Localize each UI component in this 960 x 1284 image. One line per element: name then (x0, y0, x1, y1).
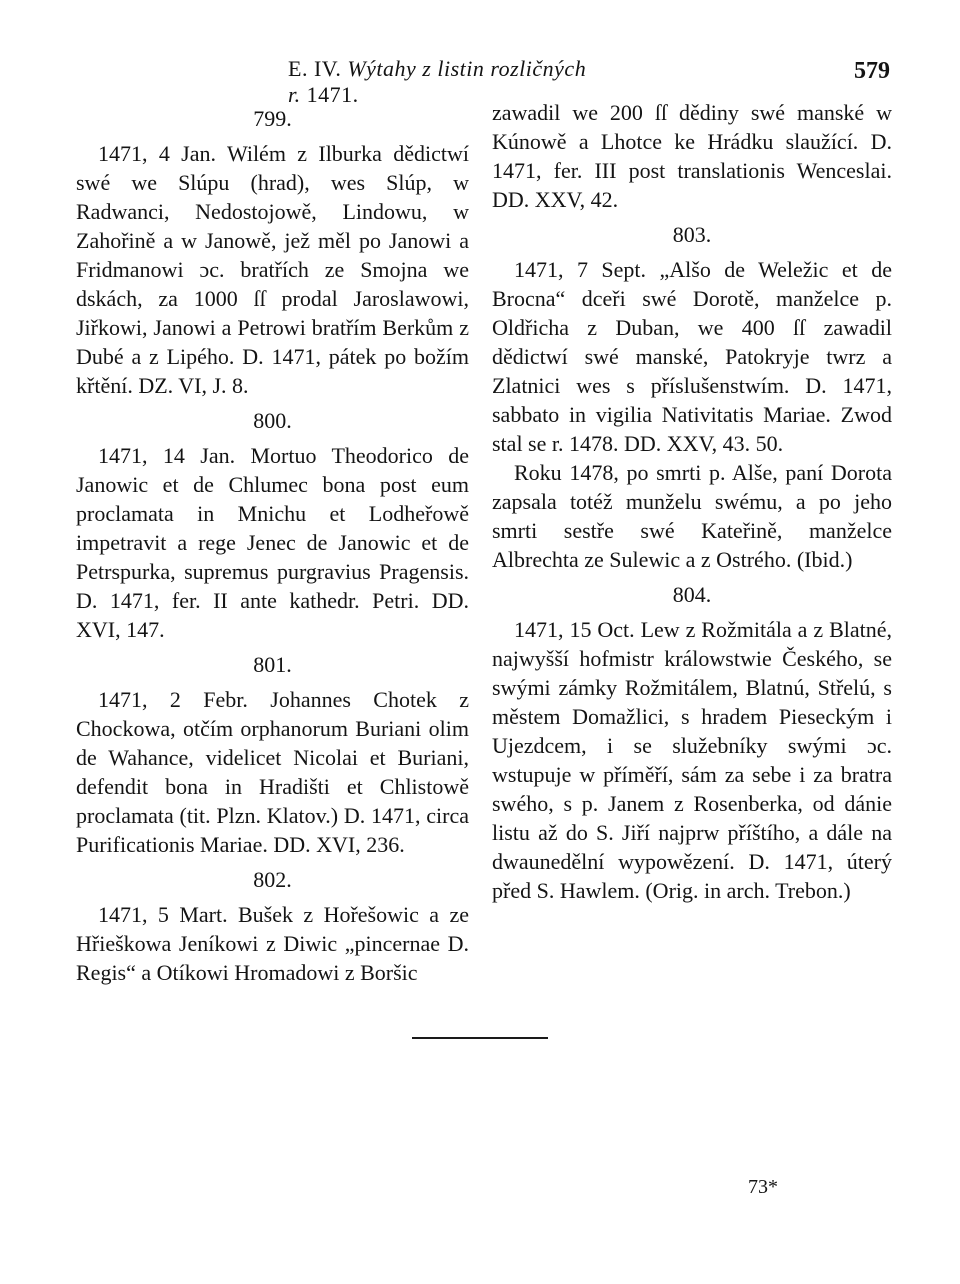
signature-mark: 73* (748, 1176, 778, 1198)
entry-text-802-continuation: zawadil we 200 ſſ dědiny swé manské w Kúnowě a Lhotce ke Hrádku slaužící. D. 1471, fer. III post translationis Wenceslai. DD. XXV, 42. (492, 100, 892, 212)
entry-number-801: 801. (253, 652, 292, 677)
entry-note-803: Roku 1478, po smrti p. Alše, paní Dorota zapsala totéž munželu swému, a po jeho smrti sestře swé Kateřině, manželce Albrechta ze Sulewic a z Ostrého. (Ibid.) (492, 460, 892, 572)
entry-text-804: 1471, 15 Oct. Lew z Rožmitála a z Blatné, najwyšší hofmistr králowstwie Českého, se swými zámky Rožmitálem, Blatnú, Střelú, s městem Domažlici, s hradem Pieseckým i Ujezdcem, i se služebníky swými ɔc. wstupuje w příměří, sám za sebe i za bratra swého, s p. Janem z Rosenberka, od dánie listu až do S. Jiří najprw příštího, a dále na dwaunedělní wypowězení. D. 1471, úterý před S. Hawlem. (Orig. in arch. Trebon.) (492, 617, 892, 903)
entry-text-800: 1471, 14 Jan. Mortuo Theodorico de Janowic et de Chlumec bona post eum proclamata in Mnichu et Lodheřowě impetravit a rege Jenec de Janowic et de Petrspurka, supremus purgravius Pragensis. D. 1471, fer. II ante kathedr. Petri. DD. XVI, 147. (76, 443, 469, 642)
closing-rule (412, 1037, 548, 1039)
entry-number-804: 804. (672, 582, 712, 607)
entry-number-800: 800. (253, 408, 292, 433)
page-number: 579 (854, 58, 890, 84)
entry-text-801: 1471, 2 Febr. Johannes Chotek z Chockowa, otčím orphanorum Buriani olim de Wahance, videlicet Nicolai et Buriani, defendit bona in Hradišti et Chlistowě proclamata (tit. Plzn. Klatov.) D. 1471, circa Purificationis Mariae. DD. XVI, 236. (76, 687, 469, 857)
entry-number-799: 799. (253, 106, 292, 131)
entry-number-803: 803. (672, 222, 712, 247)
entry-text-799: 1471, 4 Jan. Wilém z Ilburka dědictwí swé we Slúpu (hrad), wes Slúp, w Radwanci, Nedostojowě, Lindowu, w Zahořině a w Janowě, jež měl po Janowi a Fridmanowi ɔc. bratřích ze Smojna we dskách, za 1000 ſſ prodal Jaroslawowi, Jiřkowi, Janowi a Petrowi bratřím Berkům z Dubé a z Lipého. D. 1471, pátek po božím křtění. DZ. VI, J. 8. (76, 141, 469, 398)
header-section: E. IV. (288, 56, 342, 81)
entry-text-803: 1471, 7 Sept. „Alšo de Weležic et de Brocna“ dceři swé Dorotě, manželce p. Oldřicha z Duban, we 400 ſſ zawadil dědictwí swé manské, Patokryje twrz a Zlatnici wes s příslušenstwím. D. 1471, sabbato in vigilia Nativitatis Mariae. Zwod stal se r. 1478. DD. XXV, 43. 50. (492, 257, 892, 456)
right-column (492, 98, 892, 905)
entry-number-802: 802. (253, 867, 292, 892)
header-title: Wýtahy z listin rozličných r. (288, 56, 587, 107)
header-year: 1471. (306, 82, 359, 107)
left-column (76, 98, 469, 987)
entry-text-802: 1471, 5 Mart. Bušek z Hořešowic a ze Hřieškowa Jeníkowi z Diwic „pincernae D. Regis“ a Otíkowi Hromadowi z Boršic (76, 902, 469, 985)
